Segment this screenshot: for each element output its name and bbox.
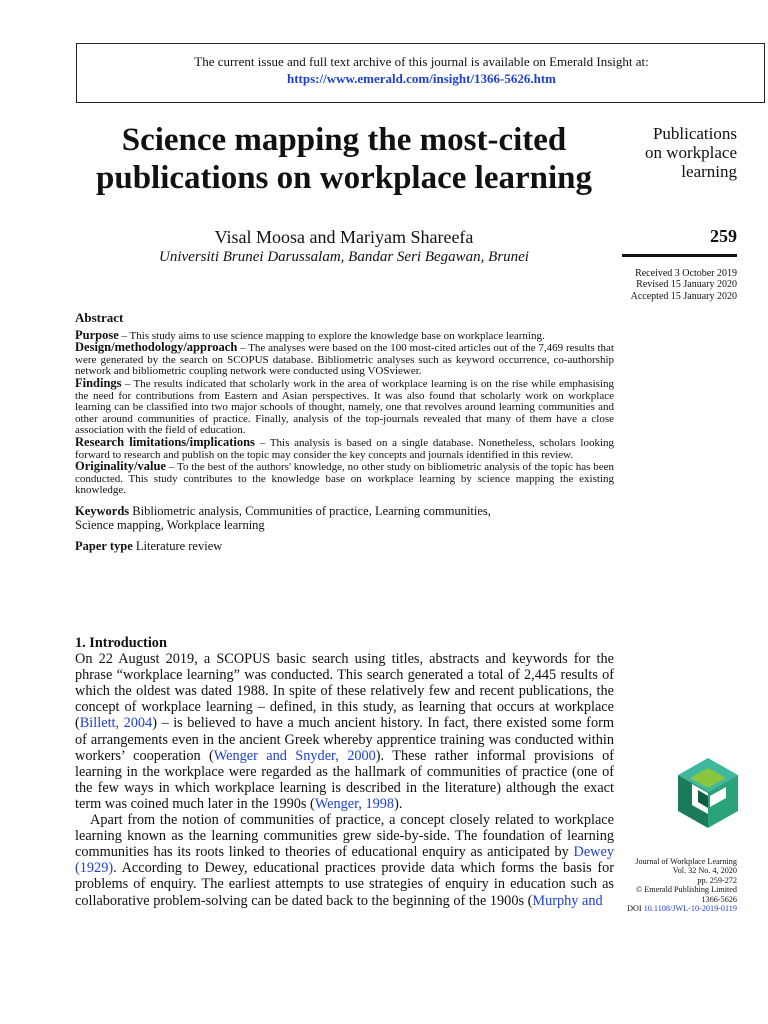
- limitations-label: Research limitations/implications: [75, 434, 255, 449]
- doi-link[interactable]: 10.1108/JWL-10-2019-0119: [643, 904, 737, 914]
- intro-text: . According to Dewey, educational practices provide data which forms the basis for problems of enquiry. The earliest attempts to use strategies of enquiry in education such as collaborative problem-solving can be dated back to the beginning of the 1900s (: [75, 860, 614, 909]
- keywords-text: Bibliometric analysis, Communities of practice, Learning communities,: [129, 503, 491, 518]
- limitations-text: – This analysis is based on a single database. Nonetheless, scholars looking forward to research and publish on the topic may consider the key concepts and journals identified in this review.: [75, 436, 615, 461]
- journal-doi: [600, 904, 737, 913]
- journal-name: Journal of Workplace Learning: [635, 857, 737, 866]
- introduction-heading: 1. Introduction: [75, 635, 167, 651]
- intro-text: Apart from the notion of communities of practice, a concept closely related to workplace learning known as the learning communities grew side-by-side. The foundation of learning communities has its roots linked to theories of educational enquiry as anticipated by: [75, 812, 614, 861]
- keywords: [75, 504, 614, 533]
- abstract-heading: Abstract: [75, 310, 124, 325]
- section-line: on workplace: [644, 143, 737, 162]
- banner-text: The current issue and full text archive of this journal is available on Emerald Insight at:: [194, 54, 649, 69]
- doi-label: DOI: [627, 904, 644, 914]
- paper-type-label: Paper type: [75, 538, 133, 553]
- article-dates: [600, 268, 737, 302]
- accepted-date: Accepted 15 January 2020: [630, 290, 737, 302]
- article-authors: Visal Moosa and Mariyam Shareefa: [214, 227, 474, 247]
- article-affiliation: Universiti Brunei Darussalam, Bandar Seri Begawan, Brunei: [159, 249, 529, 265]
- citation-link[interactable]: Billett, 2004: [79, 715, 153, 732]
- purpose-text: – This study aims to use science mapping to explore the knowledge base on workplace learning.: [118, 329, 545, 342]
- originality-text: – To the best of the authors' knowledge, no other study on bibliometric analysis of the topic has been conducted. This study contributes to the knowledge base on workplace learning by science mapping the existing knowledge.: [75, 461, 614, 497]
- intro-text: ).: [394, 795, 403, 812]
- originality-label: Originality/value: [75, 459, 166, 474]
- intro-text: ) – is believed to have a much ancient history. In fact, there existed some form of arrangements even in the ancient Greek whereby apprentice training was conducted within workers’ cooperation (: [75, 715, 614, 764]
- purpose-label: Purpose: [75, 327, 119, 342]
- received-date: Received 3 October 2019: [635, 268, 737, 279]
- section-line: learning: [681, 162, 737, 181]
- introduction-section: [75, 635, 614, 909]
- intro-text: On 22 August 2019, a SCOPUS basic search using titles, abstracts and keywords for the phrase “workplace learning” was conducted. This search generated a total of 2,445 results of which the oldest was dated 1988. In spite of these relatively few and recent publications, the concept of workplace learning – defined, in this study, as learning that occurs at workplace (: [75, 651, 614, 732]
- citation-link[interactable]: Wenger, 1998: [314, 795, 395, 812]
- running-section-title: [600, 124, 737, 181]
- findings-label: Findings: [75, 375, 122, 390]
- abstract-findings: [75, 375, 614, 437]
- citation-link[interactable]: Wenger and Snyder, 2000: [213, 747, 376, 764]
- journal-info: [600, 857, 737, 913]
- access-banner: [76, 43, 765, 103]
- journal-volume: Vol. 32 No. 4, 2020: [672, 866, 737, 876]
- page-number: 259: [710, 226, 737, 246]
- article-title: Science mapping the most-cited publications on workplace learning: [96, 122, 592, 196]
- section-line: Publications: [652, 124, 737, 143]
- findings-text: – The results indicated that scholarly work in the area of workplace learning is on the rise while emphasising the need for contributions from Eastern and Asian perspectives. It was also found that scholarly work on workplace learning can be classified into two major schools of thought, namely, one that revolves around learning communities and other around communities of practice. Finally, analysis of the top-journals revealed that many of them have a close association with the field of education.: [75, 377, 614, 437]
- design-label: Design/methodology/approach: [75, 340, 238, 355]
- intro-paragraph-1: [75, 651, 614, 812]
- paper-type-text: Literature review: [132, 538, 223, 553]
- keywords-text-cont: Science mapping, Workplace learning: [75, 518, 265, 533]
- keywords-label: Keywords: [75, 503, 130, 518]
- citation-link[interactable]: Dewey (1929): [75, 844, 614, 877]
- revised-date: Revised 15 January 2020: [636, 279, 737, 291]
- journal-issn: 1366-5626: [701, 894, 737, 904]
- abstract-design: [75, 342, 614, 378]
- design-text: – The analyses were based on the 100 most-cited articles out of the 7,469 results that were generated by the search on SCOPUS database. Bibliometric analyses such as keyword occurrence, co-authorship network and bibliometric coupling network were conducted using VOSviewer.: [75, 342, 614, 378]
- intro-text: ). These rather informal provisions of learning in the workplace were regarded as the hallmark of communities of practice (one of the few ways in which workplace learning is described in the literature) although the exact term was coined much later in the 1990s (: [75, 747, 614, 812]
- sidebar-rule: [622, 254, 737, 257]
- abstract-section: [75, 312, 614, 553]
- abstract-limitations: [75, 434, 615, 461]
- emerald-logo-icon: [678, 758, 738, 828]
- intro-paragraph-2: [75, 812, 614, 909]
- citation-link[interactable]: Murphy and: [532, 892, 603, 909]
- journal-pages: pp. 259-272: [697, 875, 737, 885]
- banner-url-link[interactable]: https://www.emerald.com/insight/1366-5626.htm: [286, 71, 557, 86]
- paper-type: [75, 538, 614, 553]
- abstract-originality: [75, 461, 614, 497]
- journal-publisher: © Emerald Publishing Limited: [635, 885, 737, 895]
